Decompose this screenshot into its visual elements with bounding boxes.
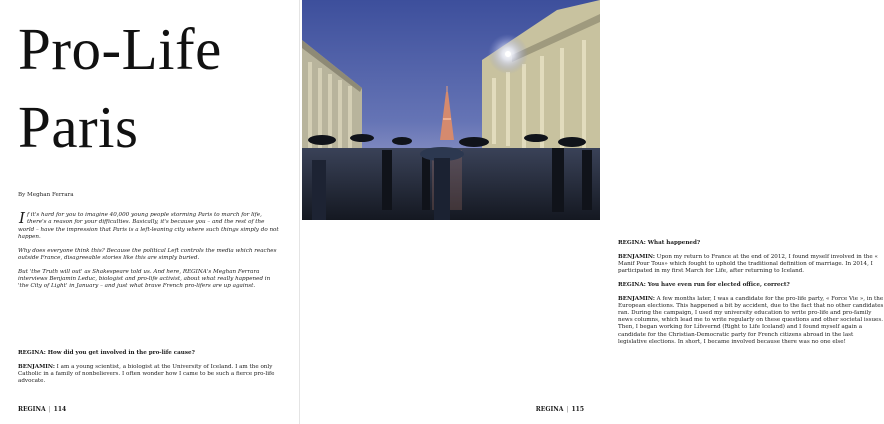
qa-section-right [618, 240, 884, 352]
byline: By Meghan Ferrara [18, 192, 74, 198]
left-page [0, 0, 300, 424]
footer-left [18, 406, 66, 413]
answer-2-text: Upon my return to France at the end of 2012, I found myself involved in the « Manif Pour Tous» which fought to uphold the traditional definition of marriage. In 2014, I participated in my first March for Life, after returning to Iceland. [618, 253, 878, 275]
answer-3-text: A few months later, I was a candidate for the pro-life party, « Force Vie », in the European elections. This happened a bit by accident, due to the fact that no other candidates ran. During the campaign, I used my university education to write pro-life and pro-family news columns, which lead me to write regularly on these questions and other societal issues. Then, I began working for Lífsvernd (Right to Life Iceland) and I found myself again a candidate for the Christian-Democratic party for French citizens abroad in the last legislative elections. In short, I became involved because there was no one else! [618, 295, 884, 345]
footer-brand: REGINA [18, 406, 46, 413]
answer-1-text: I am a young scientist, a biologist at the University of Iceland. I am the only Catholic in a family of nonbelievers. I often wonder how I came to be such a fierce pro-life advocate. [18, 363, 275, 385]
footer-separator: | [48, 406, 51, 413]
question-1: REGINA: How did you get involved in the pro-life cause? [18, 350, 195, 356]
intro-paragraph-2: Why does everyone think this? Because the political Left controls the media which reaches outside France, disagreeable stories like this are simply buried. [18, 247, 277, 261]
title-line-2: Paris [18, 94, 139, 160]
answer-1-speaker: BENJAMIN: [18, 363, 55, 370]
page-number: 114 [53, 406, 67, 413]
footer-right [536, 406, 584, 413]
page-number: 115 [571, 406, 584, 413]
question-2: REGINA: What happened? [618, 240, 701, 246]
answer-2-speaker: BENJAMIN: [618, 253, 655, 260]
footer-brand: REGINA [535, 406, 564, 413]
answer-3 [618, 296, 884, 346]
footer-separator: | [566, 406, 569, 413]
intro-p1-text: f it's hard for you to imagine 40,000 young people storming Paris to march for life, there's a reason for your difficulties. Basically, it's because you – and the rest of the world – have the impression that Paris is a left-leaning city where such things simply do not happen. [18, 212, 279, 240]
intro-paragraph-1 [18, 209, 280, 241]
drop-cap: I [19, 209, 25, 227]
article-title [18, 10, 222, 166]
qa-section-left [18, 350, 282, 392]
answer-1 [18, 364, 282, 386]
title-line-1: Pro-Life [18, 16, 222, 82]
right-page [300, 0, 884, 424]
answer-3-speaker: BENJAMIN: [618, 295, 655, 302]
answer-2 [618, 254, 884, 276]
intro-text [18, 209, 280, 297]
question-3: REGINA: You have even run for elected office, correct? [618, 281, 790, 288]
intro-paragraph-3: But 'the Truth will out' as Shakespeare told us. And here, REGINA's Meghan Ferrara interviews Benjamin Leduc, biologist and pro-life activist, about what really happened in 'the City of Light' in January – and just what brave French pro-lifers are up against. [18, 268, 271, 290]
